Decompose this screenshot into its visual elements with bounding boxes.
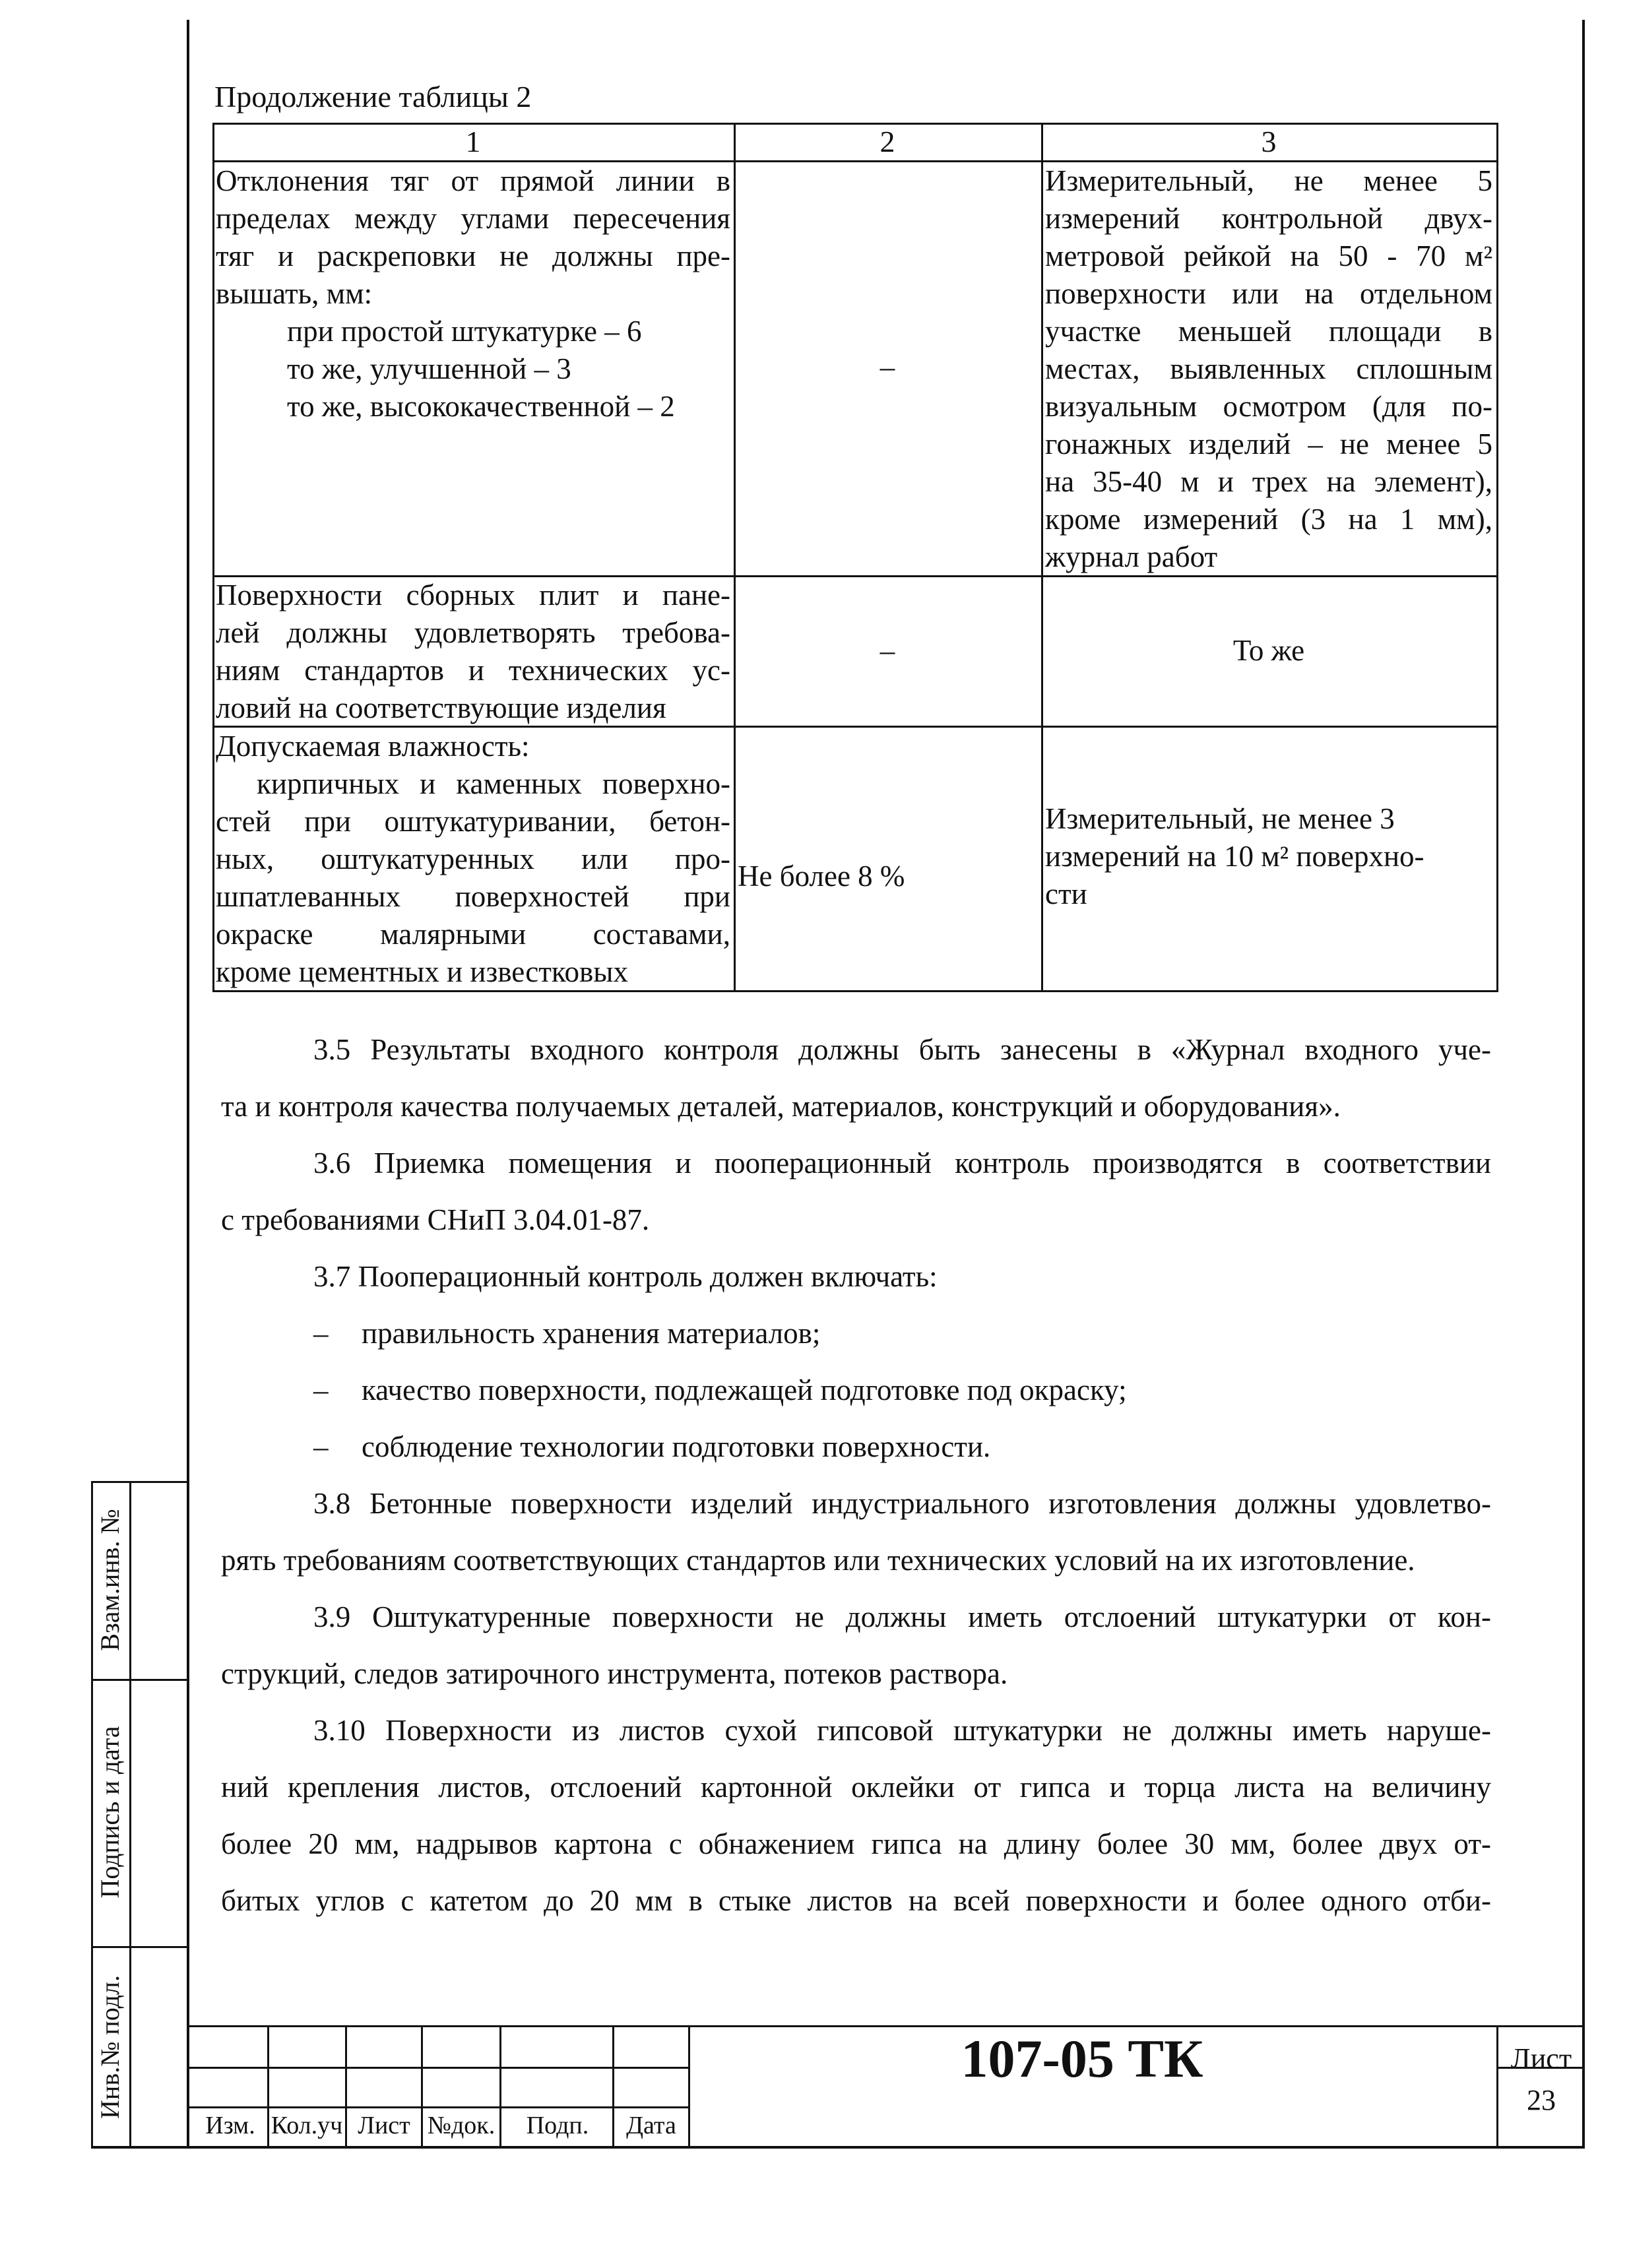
frame-right-border xyxy=(1582,20,1585,2147)
table-row-3-col2: Не более 8 % xyxy=(738,860,905,893)
bullet-mark: – xyxy=(313,1317,329,1350)
stamp-vzam-inv: Взам.инв. № xyxy=(95,1509,125,1651)
sheet-number: 23 xyxy=(1527,2084,1556,2116)
list-item: соблюдение технологии подготовки поверхности. xyxy=(362,1430,991,1463)
stamp-label-list: Лист xyxy=(358,2112,410,2139)
document-code: 107-05 ТК xyxy=(961,2029,1203,2089)
table-header-col1: 1 xyxy=(465,125,481,158)
paragraph-3-7: 3.7 Пооперационный контроль должен включать: xyxy=(313,1260,938,1293)
stamp-label-kol-uch: Кол.уч xyxy=(271,2112,343,2139)
list-item: правильность хранения материалов; xyxy=(362,1317,821,1350)
table-row-1-col2: – xyxy=(879,350,895,383)
paragraph-3-5: 3.5 Результаты входного контроля должны быть занесены в «Журнал входного уче- та и контроля качества получаемых деталей, материалов, конструкций и оборудования». xyxy=(221,1033,1491,1123)
table-header-col2: 2 xyxy=(879,125,895,158)
frame-left-border xyxy=(187,20,189,2147)
paragraph-3-10: 3.10 Поверхности из листов сухой гипсовой штукатурки не должны иметь наруше- ний крепления листов, отслоений картонной оклейки от гипса и торца листа на величину более 20 мм, надрывов картона с обнажением гипса на длину более 30 мм, более двух от- битых углов с катетом до 20 мм в стыке листов на всей поверхности и более одного отби- xyxy=(221,1714,1491,1917)
table-row-2-col3: То же xyxy=(1232,634,1305,667)
stamp-podpis-data: Подпись и дата xyxy=(95,1726,125,1899)
bullet-mark: – xyxy=(313,1430,329,1463)
stamp-label-izm: Изм. xyxy=(205,2112,255,2139)
table-caption: Продолжение таблицы 2 xyxy=(214,80,532,113)
stamp-label-data: Дата xyxy=(626,2112,676,2139)
paragraph-3-8: 3.8 Бетонные поверхности изделий индустриального изготовления должны удовлетво- рять требованиям соответствующих стандартов или технических условий на их изготовление. xyxy=(221,1487,1491,1577)
table-row-3-col1: Допускаемая влажность: кирпичных и каменных поверхно- стей при оштукатуривании, бетон- ных, оштукатуренных или про- шпатлеванных поверхностей при окраске малярными составами, кроме цементных и известковых xyxy=(216,730,730,988)
table-row-1-col1: Отклонения тяг от прямой линии в пределах между углами пересечения тяг и раскреповки не должны пре- вышать, мм: при простой штукатурке – 6 то же, улучшенной – 3 то же, высококачественной – 2 xyxy=(216,164,730,423)
table-row-3-col3: Измерительный, не менее 3 измерений на 10 м² поверхно- сти xyxy=(1045,802,1424,910)
bullet-mark: – xyxy=(313,1373,329,1406)
stamp-inv-podl: Инв.№ подл. xyxy=(95,1975,125,2119)
stamp-label-ndok: №док. xyxy=(427,2112,496,2139)
table-row-2-col1: Поверхности сборных плит и пане- лей должны удовлетворять требова- ниям стандартов и технических ус- ловий на соответствующие изделия xyxy=(216,579,730,724)
frame-bottom-border xyxy=(91,2146,1585,2149)
paragraph-3-6: 3.6 Приемка помещения и пооперационный контроль производятся в соответствии с требованиями СНиП 3.04.01-87. xyxy=(221,1147,1491,1236)
sheet-label: Лист xyxy=(1510,2042,1572,2075)
list-item: качество поверхности, подлежащей подготовке под окраску; xyxy=(362,1373,1127,1406)
table-row-1-col3: Измерительный, не менее 5 измерений контрольной двух- метровой рейкой на 50 - 70 м² поверхности или на отдельном участке меньшей площади в местах, выявленных сплошным визуальным осмотром (для по- гонажных изделий – не менее 5 на 35-40 м и трех на элемент), кроме измерений (3 на 1 мм), журнал работ xyxy=(1045,164,1492,573)
stamp-label-podp: Подп. xyxy=(526,2112,589,2139)
paragraph-3-9: 3.9 Оштукатуренные поверхности не должны иметь отслоений штукатурки от кон- струкций, следов затирочного инструмента, потеков раствора. xyxy=(221,1600,1491,1690)
table-header-col3: 3 xyxy=(1261,125,1277,158)
table-row-2-col2: – xyxy=(879,634,895,667)
